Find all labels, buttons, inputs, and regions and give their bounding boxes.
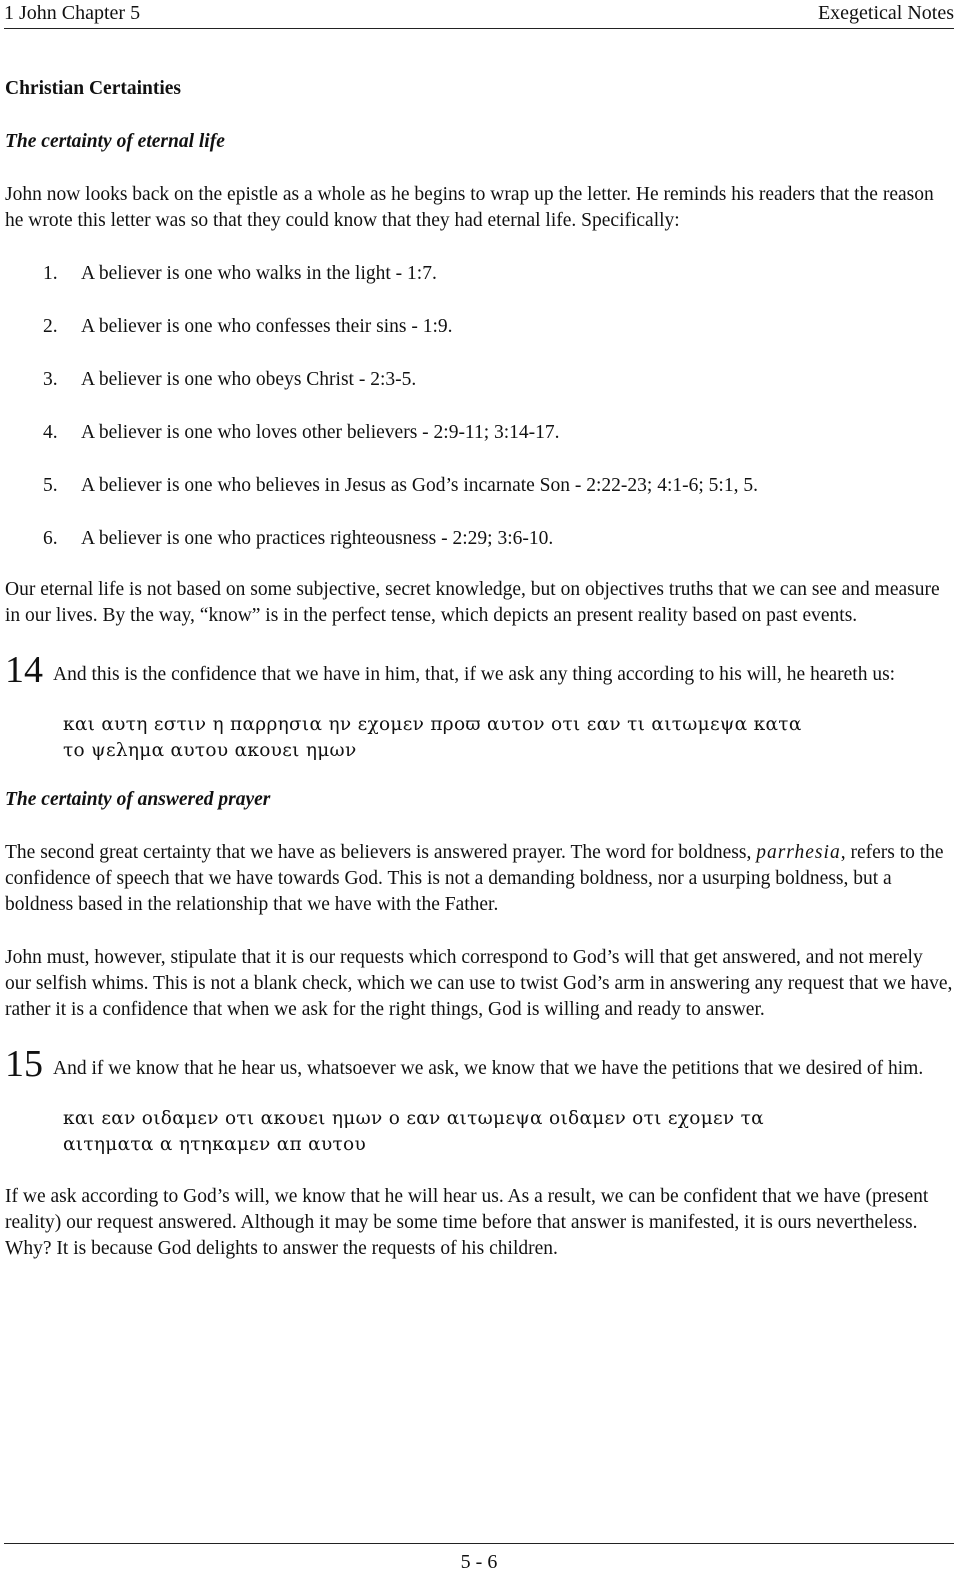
subhead-eternal-life: The certainty of eternal life [5,131,225,152]
page-header [4,0,954,29]
prayer-paragraph-1 [5,840,953,918]
greek-text-verse-15 [63,1106,953,1158]
subhead-answered-prayer: The certainty of answered prayer [5,789,271,810]
page-number: 5 - 6 [460,1551,498,1573]
verse-text: And this is the confidence that we have in him, that, if we ask any thing according to his will, he heareth us: [53,664,896,685]
list-item-text: A believer is one who practices righteousness - 2:29; 3:6-10. [81,528,554,549]
header-notes-title: Exegetical Notes [817,2,954,24]
list-item [5,473,953,499]
list-item-number: 5. [43,475,58,496]
verse-14 [5,649,953,691]
list-item-text: A believer is one who confesses their sins - 1:9. [81,316,453,337]
greek-line: και αυτη εστιν η παρρησια ην εχομεν προϖ αυτον οτι εαν τι αιτωμεψα κατα [63,714,802,735]
verse-15 [5,1043,953,1085]
greek-line: αιτηματα α ητηκαμεν απ αυτου [63,1134,367,1155]
list-item [5,314,953,340]
list-item-number: 4. [43,422,58,443]
section-title: Christian Certainties [5,78,182,99]
list-item-number: 3. [43,369,58,390]
verse-number: 15 [5,1043,43,1085]
verse-text: And if we know that he hear us, whatsoever we ask, we know that we have the petitions that we desired of him. [53,1058,924,1079]
closing-paragraph: If we ask according to God’s will, we know that he will hear us. As a result, we can be confident that we have (present reality) our request answered. Although it may be some time before that answer is manifested, it is ours nevertheless. Why? It is because God delights to answer the requests of his children. [5,1186,929,1259]
transliterated-word: parrhesia [756,842,841,863]
greek-line: το ψελημα αυτου ακουει ημων [63,740,357,761]
page-footer [4,1543,954,1580]
list-item-text: A believer is one who obeys Christ - 2:3-5. [81,369,417,390]
list-item-text: A believer is one who believes in Jesus as God’s incarnate Son - 2:22-23; 4:1-6; 5:1, 5. [81,475,758,496]
paragraph-text: The second great certainty that we have as believers is answered prayer. The word for boldness, [5,842,752,863]
list-item-text: A believer is one who loves other believers - 2:9-11; 3:14-17. [81,422,560,443]
paragraph-text: , refers to the confidence of speech that we have towards God. This is not a demanding boldness, nor a usurping boldness, but a boldness based in the relationship that we have with the Father. [5,842,944,915]
list-item-number: 1. [43,263,58,284]
list-item-text: A believer is one who walks in the light - 1:7. [81,263,437,284]
greek-text-verse-14 [63,712,953,764]
prayer-paragraph-2: John must, however, stipulate that it is our requests which correspond to God’s will that get answered, and not merely our selfish whims. This is not a blank check, which we can use to twist God’s arm in answering any request that we have, rather it is a confidence that when we ask for the right things, God is willing and ready to answer. [5,947,953,1020]
list-item [5,420,953,446]
list-item [5,526,953,552]
list-item [5,367,953,393]
greek-line: και εαν οιδαμεν οτι ακουει ημων ο εαν αιτωμεψα οιδαμεν οτι εχομεν τα [63,1108,764,1129]
list-item-number: 2. [43,316,58,337]
verse-number: 14 [5,649,43,691]
intro-paragraph: John now looks back on the epistle as a whole as he begins to wrap up the letter. He reminds his readers that the reason he wrote this letter was so that they could know that they had eternal life. Specifically: [5,184,934,231]
believer-list [5,261,953,552]
header-chapter-title: 1 John Chapter 5 [4,2,141,24]
eternal-life-paragraph: Our eternal life is not based on some subjective, secret knowledge, but on objectives truths that we can see and measure in our lives. By the way, “know” is in the perfect tense, which depicts an present reality based on past events. [5,579,940,626]
page-content [5,76,953,1262]
list-item-number: 6. [43,528,58,549]
list-item [5,261,953,287]
